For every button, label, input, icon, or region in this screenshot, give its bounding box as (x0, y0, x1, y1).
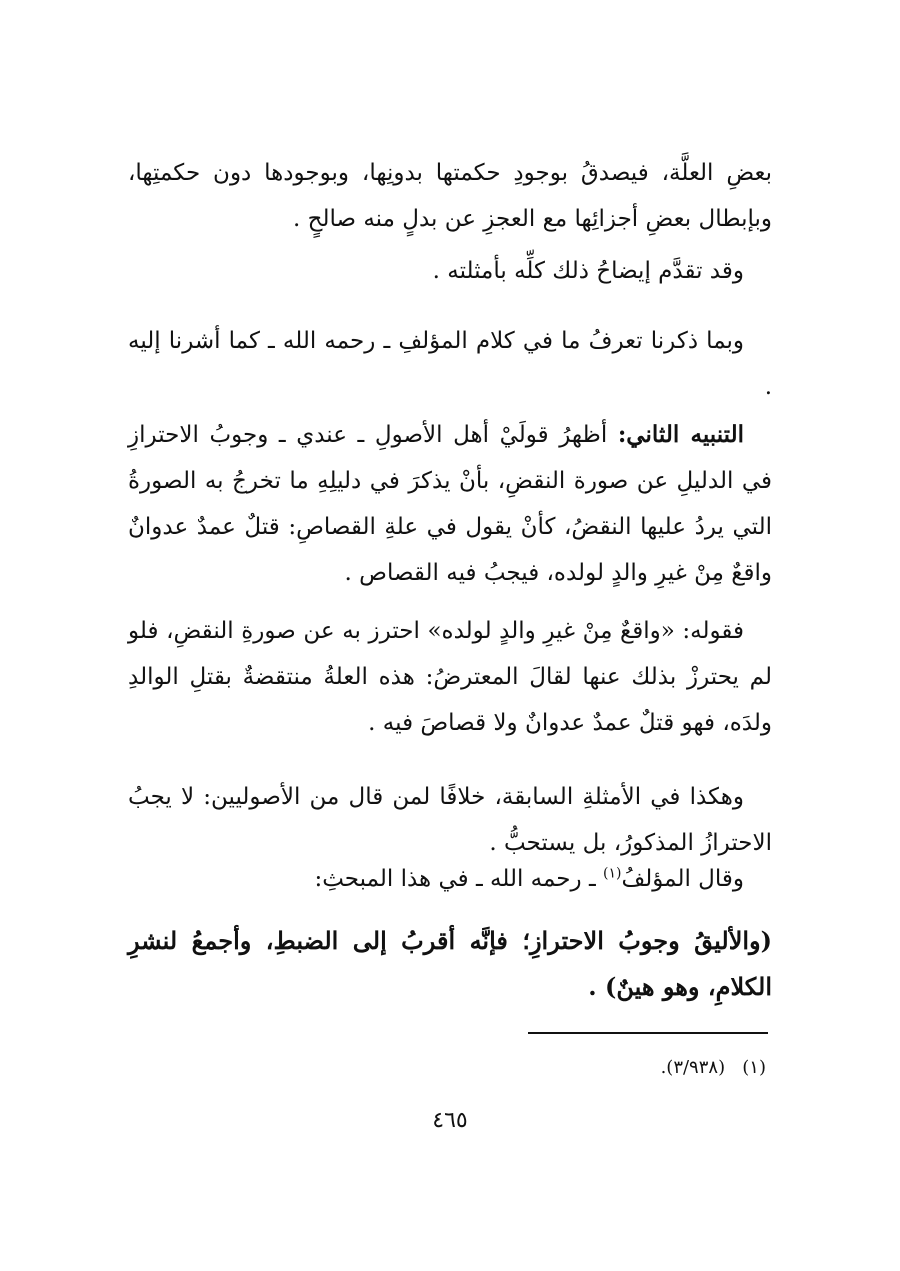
paragraph-7-start: وقال المؤلفُ (621, 866, 744, 892)
paragraph-3: وبما ذكرنا تعرفُ ما في كلام المؤلفِ ـ رحمه الله ـ كما أشرنا إليه . (128, 328, 772, 400)
paragraph-1: بعضِ العلَّة، فيصدقُ بوجودِ حكمتها بدونِها، وبوجودها دون حكمتِها، وبإبطال بعضِ أجزائِها مع العجزِ عن بدلٍ منه صالحٍ . (128, 160, 772, 232)
paragraph-2: وقد تقدَّم إيضاحُ ذلك كلِّه بأمثلته . (432, 258, 744, 284)
paragraph-4 (128, 412, 772, 596)
footnote-separator (528, 1032, 768, 1034)
author-quote: (والأليقُ وجوبُ الاحترازِ؛ فإنَّه أقربُ إلى الضبطِ، وأجمعُ لنشرِ الكلامِ، وهو هينٌ) . (128, 926, 772, 1001)
second-note-heading: التنبيه الثاني: (617, 421, 744, 448)
paragraph-7-end: ـ رحمه الله ـ في هذا المبحثِ: (314, 866, 603, 892)
footnote-text: (٣/٩٣٨). (660, 1057, 726, 1078)
footnote-marker: (١) (742, 1057, 766, 1078)
paragraph-4-text: أظهرُ قولَيْ أهل الأصولِ ـ عندي ـ وجوبُ الاحترازِ في الدليلِ عن صورة النقضِ، بأنْ يذكرَ في دليلِهِ ما تخرجُ به الصورةُ التي يردُ عليها النقضُ، كأنْ يقول في علةِ القصاصِ: قتلٌ عمدٌ عدوانٌ واقعٌ مِنْ غيرِ والدٍ لولده، فيجبُ فيه القصاص . (128, 422, 772, 586)
page-number: ٤٦٥ (432, 1108, 468, 1133)
footnote-reference: (١) (603, 865, 622, 882)
paragraph-6: وهكذا في الأمثلةِ السابقة، خلافًا لمن قال من الأصوليين: لا يجبُ الاحترازُ المذكورُ، بل يستحبُّ . (128, 784, 772, 856)
paragraph-5: فقوله: «واقعٌ مِنْ غيرِ والدٍ لولده» احترز به عن صورةِ النقضِ، فلو لم يحترزْ بذلك عنها لقالَ المعترضُ: هذه العلةُ منتقضةٌ بقتلِ الوالدِ ولدَه، فهو قتلٌ عمدٌ عدوانٌ ولا قصاصَ فيه . (128, 618, 772, 736)
paragraph-7 (128, 856, 772, 902)
footnote (661, 1054, 766, 1082)
